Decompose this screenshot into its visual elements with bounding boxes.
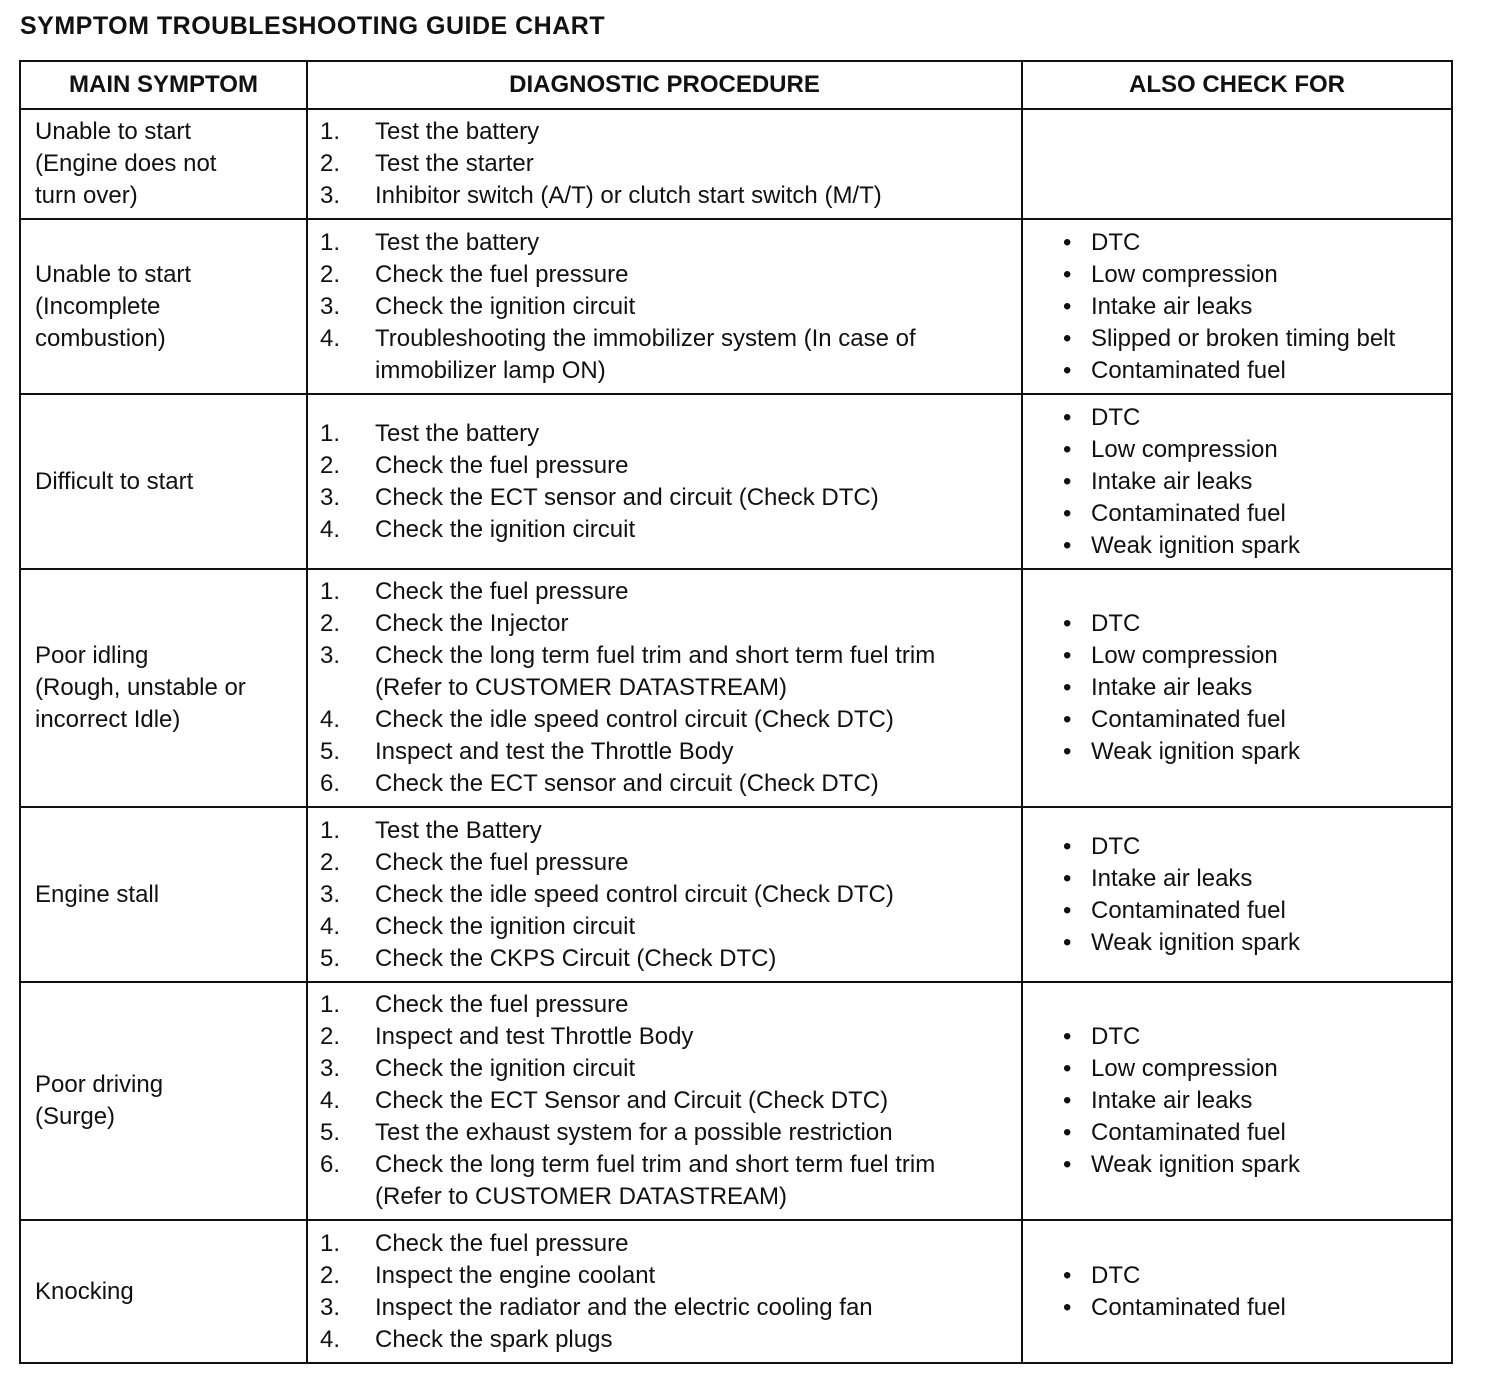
procedure-cell (307, 1220, 1022, 1363)
check-text: Intake air leaks (1091, 1087, 1253, 1114)
check-item (1063, 434, 1451, 466)
procedure-step (320, 1053, 1021, 1085)
procedure-step (320, 116, 1021, 148)
step-text: Check the ECT sensor and circuit (Check DTC) (375, 483, 879, 511)
bullet-icon: • (1063, 531, 1072, 559)
symptom-line: combustion) (35, 324, 166, 352)
check-item (1063, 1117, 1451, 1149)
check-text: Low compression (1091, 260, 1278, 288)
procedure-cell (307, 982, 1022, 1220)
table-row (20, 394, 1452, 569)
check-item (1063, 704, 1451, 736)
step-number: 2. (320, 451, 341, 479)
procedure-step (320, 1021, 1021, 1053)
step-number: 1. (320, 1229, 341, 1257)
step-number: 3. (320, 483, 341, 511)
procedure-step (320, 943, 1021, 975)
check-text: Intake air leaks (1091, 864, 1253, 892)
step-text: Check the fuel pressure (375, 848, 629, 876)
check-text: Weak ignition spark (1091, 738, 1300, 765)
bullet-icon: • (1063, 864, 1072, 892)
procedure-step (320, 1260, 1021, 1292)
procedure-step (320, 418, 1021, 450)
check-text: Low compression (1091, 1055, 1278, 1082)
procedure-step (320, 989, 1021, 1021)
check-item (1063, 323, 1451, 355)
step-text: Check the ignition circuit (375, 292, 636, 320)
step-number: 3. (320, 1055, 341, 1082)
step-number: 2. (320, 610, 341, 637)
bullet-icon: • (1063, 1151, 1072, 1178)
bullet-icon: • (1063, 435, 1072, 463)
step-text: Check the ignition circuit (375, 912, 636, 940)
procedure-cell (307, 219, 1022, 394)
step-text: Test the battery (375, 118, 540, 145)
symptom-cell (20, 219, 307, 394)
check-item (1063, 1021, 1451, 1053)
check-text: DTC (1091, 228, 1141, 256)
step-text: Test the exhaust system for a possible restriction (375, 1119, 893, 1146)
symptom-cell (20, 1220, 307, 1363)
header-diagnostic-procedure: DIAGNOSTIC PROCEDURE (307, 61, 1022, 109)
symptom-line: Unable to start (35, 260, 192, 288)
check-text: Weak ignition spark (1091, 928, 1300, 956)
check-item (1063, 895, 1451, 927)
check-text: Weak ignition spark (1091, 531, 1300, 559)
check-text: Contaminated fuel (1091, 896, 1286, 924)
symptom-line: (Rough, unstable or (35, 674, 246, 701)
step-text: Check the fuel pressure (375, 991, 629, 1018)
bullet-icon: • (1063, 1023, 1072, 1050)
step-number: 3. (320, 182, 341, 209)
step-number: 3. (320, 880, 341, 908)
step-number: 1. (320, 991, 341, 1018)
bullet-icon: • (1063, 1087, 1072, 1114)
bullet-icon: • (1063, 1293, 1072, 1321)
step-number: 4. (320, 706, 341, 733)
check-item (1063, 530, 1451, 562)
procedure-step (320, 608, 1021, 640)
step-number: 1. (320, 118, 341, 145)
procedure-step (320, 227, 1021, 259)
check-item (1063, 1053, 1451, 1085)
also-check-cell (1022, 1220, 1452, 1363)
check-text: Contaminated fuel (1091, 356, 1286, 384)
step-text: Inspect and test Throttle Body (375, 1023, 694, 1050)
step-number: 2. (320, 1023, 341, 1050)
step-text: Check the CKPS Circuit (Check DTC) (375, 944, 777, 972)
step-number: 2. (320, 260, 341, 288)
step-text: Inspect the engine coolant (375, 1261, 656, 1289)
check-text: Contaminated fuel (1091, 706, 1286, 733)
procedure-step (320, 1228, 1021, 1260)
procedure-step (320, 1085, 1021, 1117)
check-item (1063, 927, 1451, 959)
bullet-icon: • (1063, 642, 1072, 669)
procedure-step (320, 1324, 1021, 1356)
step-text: Inhibitor switch (A/T) or clutch start switch (M/T) (375, 182, 882, 209)
step-number: 4. (320, 1087, 341, 1114)
symptom-line: (Engine does not (35, 150, 217, 177)
check-item (1063, 863, 1451, 895)
check-text: Low compression (1091, 435, 1278, 463)
also-check-cell (1022, 807, 1452, 982)
also-check-cell (1022, 394, 1452, 569)
check-text: Intake air leaks (1091, 292, 1253, 320)
procedure-step (320, 148, 1021, 180)
table-row (20, 109, 1452, 219)
bullet-icon: • (1063, 832, 1072, 860)
step-number: 1. (320, 816, 341, 844)
check-item (1063, 498, 1451, 530)
procedure-cell (307, 807, 1022, 982)
header-row (20, 61, 1452, 109)
symptom-line: Engine stall (35, 880, 160, 908)
step-number: 5. (320, 1119, 341, 1146)
step-text: Troubleshooting the immobilizer system (In case of immobilizer lamp ON) (375, 324, 916, 384)
step-number: 1. (320, 578, 341, 605)
step-text: Inspect the radiator and the electric cooling fan (375, 1293, 873, 1321)
check-item (1063, 1149, 1451, 1181)
troubleshooting-table (19, 60, 1453, 1364)
table-row (20, 569, 1452, 807)
procedure-step (320, 768, 1021, 800)
procedure-step (320, 514, 1021, 546)
symptom-line: Poor driving (35, 1071, 164, 1098)
check-item (1063, 608, 1451, 640)
procedure-step (320, 180, 1021, 212)
procedure-step (320, 911, 1021, 943)
table-row (20, 807, 1452, 982)
procedure-step (320, 847, 1021, 879)
symptom-cell (20, 807, 307, 982)
procedure-step (320, 815, 1021, 847)
step-number: 5. (320, 738, 341, 765)
also-check-cell (1022, 982, 1452, 1220)
symptom-line: Unable to start (35, 118, 192, 145)
step-text: Check the ignition circuit (375, 515, 636, 543)
step-text: Check the fuel pressure (375, 578, 629, 605)
step-text: Check the ECT sensor and circuit (Check DTC) (375, 770, 879, 797)
header-main-symptom: MAIN SYMPTOM (20, 61, 307, 109)
step-text: Check the fuel pressure (375, 260, 629, 288)
bullet-icon: • (1063, 403, 1072, 431)
step-text: Check the long term fuel trim and short term fuel trim (Refer to CUSTOMER DATASTREAM) (375, 1151, 936, 1210)
procedure-step (320, 704, 1021, 736)
step-text: Test the battery (375, 228, 540, 256)
header-also-check-for: ALSO CHECK FOR (1022, 61, 1452, 109)
check-item (1063, 1292, 1451, 1324)
procedure-step (320, 1117, 1021, 1149)
check-text: DTC (1091, 610, 1141, 637)
procedure-step (320, 1149, 1021, 1213)
check-text: Contaminated fuel (1091, 499, 1286, 527)
check-item (1063, 736, 1451, 768)
procedure-step (320, 1292, 1021, 1324)
table-row (20, 1220, 1452, 1363)
step-number: 2. (320, 150, 341, 177)
step-number: 2. (320, 848, 341, 876)
check-item (1063, 402, 1451, 434)
check-item (1063, 831, 1451, 863)
step-text: Test the Battery (375, 816, 542, 844)
step-number: 3. (320, 292, 341, 320)
bullet-icon: • (1063, 228, 1072, 256)
step-number: 1. (320, 228, 341, 256)
procedure-step (320, 640, 1021, 704)
check-item (1063, 227, 1451, 259)
step-number: 5. (320, 944, 341, 972)
check-text: Contaminated fuel (1091, 1119, 1286, 1146)
bullet-icon: • (1063, 467, 1072, 495)
symptom-cell (20, 569, 307, 807)
procedure-step (320, 482, 1021, 514)
bullet-icon: • (1063, 896, 1072, 924)
procedure-step (320, 323, 1021, 387)
bullet-icon: • (1063, 292, 1072, 320)
symptom-line: turn over) (35, 182, 138, 209)
bullet-icon: • (1063, 610, 1072, 637)
bullet-icon: • (1063, 1055, 1072, 1082)
step-number: 4. (320, 324, 341, 352)
step-number: 6. (320, 1151, 341, 1178)
symptom-line: Difficult to start (35, 467, 194, 495)
step-text: Check the long term fuel trim and short term fuel trim (Refer to CUSTOMER DATASTREAM) (375, 642, 936, 701)
check-text: DTC (1091, 1023, 1141, 1050)
check-text: Slipped or broken timing belt (1091, 324, 1396, 352)
bullet-icon: • (1063, 928, 1072, 956)
symptom-line: Poor idling (35, 642, 149, 669)
procedure-step (320, 879, 1021, 911)
check-item (1063, 1085, 1451, 1117)
bullet-icon: • (1063, 499, 1072, 527)
check-item (1063, 466, 1451, 498)
step-number: 4. (320, 912, 341, 940)
step-text: Test the battery (375, 419, 540, 447)
step-text: Check the ECT Sensor and Circuit (Check DTC) (375, 1087, 889, 1114)
procedure-cell (307, 569, 1022, 807)
check-item (1063, 672, 1451, 704)
check-item (1063, 355, 1451, 387)
bullet-icon: • (1063, 260, 1072, 288)
bullet-icon: • (1063, 1261, 1072, 1289)
step-text: Check the ignition circuit (375, 1055, 636, 1082)
step-number: 4. (320, 1325, 341, 1353)
check-text: Low compression (1091, 642, 1278, 669)
step-number: 3. (320, 642, 341, 669)
step-text: Check the Injector (375, 610, 569, 637)
symptom-cell (20, 109, 307, 219)
step-text: Inspect and test the Throttle Body (375, 738, 734, 765)
check-item (1063, 1260, 1451, 1292)
step-number: 1. (320, 419, 341, 447)
symptom-cell (20, 394, 307, 569)
bullet-icon: • (1063, 738, 1072, 765)
check-item (1063, 291, 1451, 323)
bullet-icon: • (1063, 356, 1072, 384)
step-number: 4. (320, 515, 341, 543)
page-title: SYMPTOM TROUBLESHOOTING GUIDE CHART (20, 12, 606, 40)
procedure-step (320, 291, 1021, 323)
check-text: DTC (1091, 832, 1141, 860)
bullet-icon: • (1063, 324, 1072, 352)
table-row (20, 982, 1452, 1220)
procedure-step (320, 576, 1021, 608)
step-number: 2. (320, 1261, 341, 1289)
procedure-step (320, 736, 1021, 768)
also-check-cell (1022, 219, 1452, 394)
check-text: Intake air leaks (1091, 467, 1253, 495)
bullet-icon: • (1063, 674, 1072, 701)
check-item (1063, 259, 1451, 291)
bullet-icon: • (1063, 1119, 1072, 1146)
step-text: Test the starter (375, 150, 534, 177)
check-text: Intake air leaks (1091, 674, 1253, 701)
step-number: 6. (320, 770, 341, 797)
step-text: Check the idle speed control circuit (Check DTC) (375, 880, 894, 908)
check-text: DTC (1091, 1261, 1141, 1289)
symptom-line: (Surge) (35, 1103, 116, 1130)
procedure-step (320, 259, 1021, 291)
step-text: Check the fuel pressure (375, 1229, 629, 1257)
step-text: Check the spark plugs (375, 1325, 613, 1353)
symptom-line: incorrect Idle) (35, 706, 181, 733)
symptom-cell (20, 982, 307, 1220)
bullet-icon: • (1063, 706, 1072, 733)
procedure-step (320, 450, 1021, 482)
check-text: Contaminated fuel (1091, 1293, 1286, 1321)
check-item (1063, 640, 1451, 672)
check-text: DTC (1091, 403, 1141, 431)
symptom-line: Knocking (35, 1277, 134, 1305)
table-row (20, 219, 1452, 394)
step-text: Check the idle speed control circuit (Check DTC) (375, 706, 894, 733)
check-text: Weak ignition spark (1091, 1151, 1300, 1178)
symptom-line: (Incomplete (35, 292, 161, 320)
procedure-cell (307, 394, 1022, 569)
procedure-cell (307, 109, 1022, 219)
step-number: 3. (320, 1293, 341, 1321)
also-check-cell (1022, 109, 1452, 219)
also-check-cell (1022, 569, 1452, 807)
step-text: Check the fuel pressure (375, 451, 629, 479)
